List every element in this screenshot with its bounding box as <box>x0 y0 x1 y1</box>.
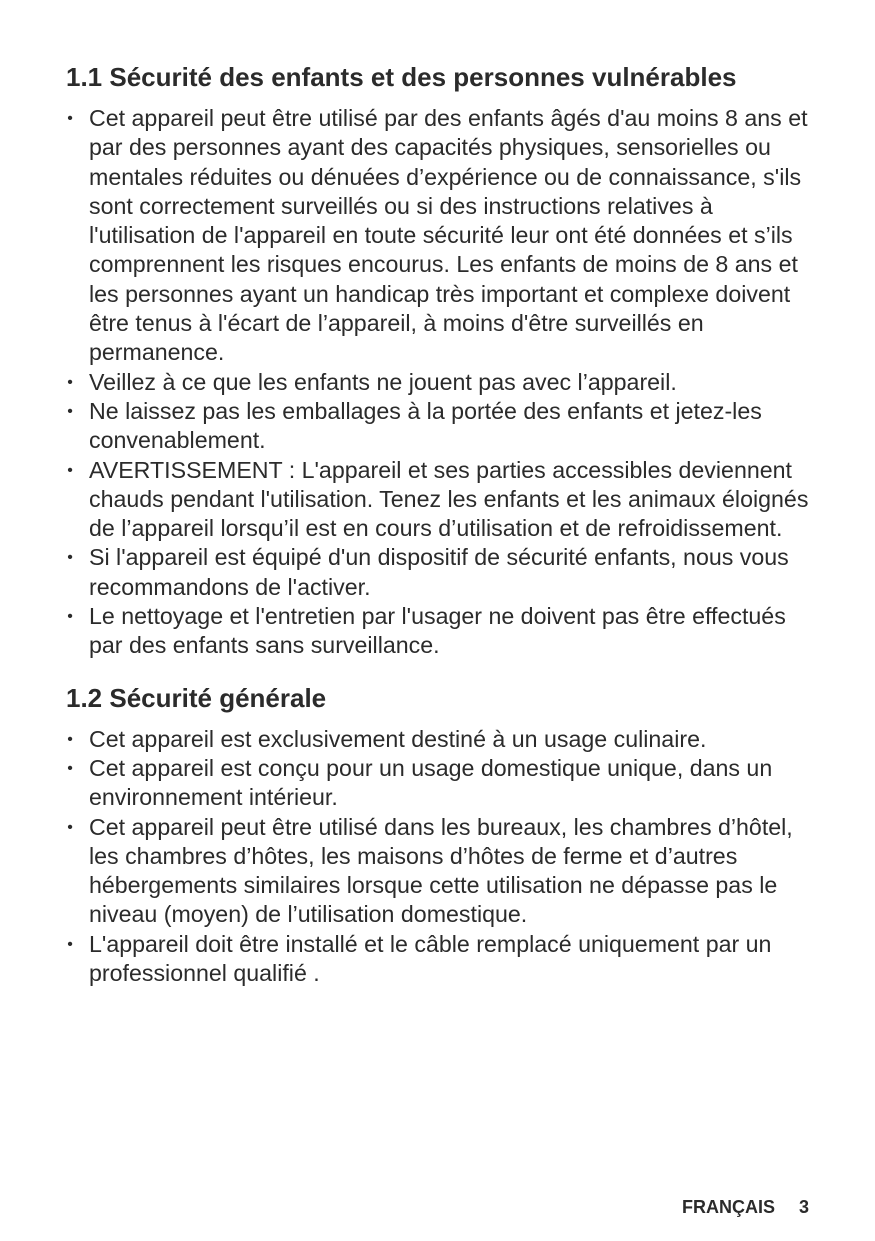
list-item-text: Cet appareil est conçu pour un usage domestique unique, dans un environnement intérieur. <box>89 754 773 811</box>
list-item-text: Le nettoyage et l'entretien par l'usager ne doivent pas être effectués par des enfants sans surveillance. <box>89 603 786 659</box>
general-safety-list <box>66 725 811 989</box>
bullet-icon: • <box>67 935 73 953</box>
bullet-icon: • <box>67 110 73 127</box>
page-number: 3 <box>798 1197 809 1217</box>
bullet-icon: • <box>67 373 73 391</box>
list-item <box>66 456 811 544</box>
child-safety-list <box>66 104 811 661</box>
list-item-text: Si l'appareil est équipé d'un dispositif de sécurité enfants, nous vous recommandons de l'activer. <box>89 544 789 600</box>
section-title-general-safety: 1.2 Sécurité générale <box>66 682 327 713</box>
bullet-icon: • <box>67 461 73 479</box>
list-item-text: Veillez à ce que les enfants ne jouent pas avec l’appareil. <box>89 368 677 395</box>
list-item <box>66 368 811 397</box>
list-item <box>66 602 811 661</box>
list-item-text: Cet appareil peut être utilisé dans les bureaux, les chambres d’hôtel, les chambres d’hôtes, les maisons d’hôtes de ferme et d’autres hébergements similaires lorsque cette utilisation ne dépasse pas le niveau (moyen) de l’utilisation domestique. <box>89 813 793 928</box>
document-page <box>66 62 811 988</box>
footer-language: FRANÇAIS <box>681 1197 775 1217</box>
list-item-text: AVERTISSEMENT : L'appareil et ses parties accessibles deviennent chauds pendant l'utilisation. Tenez les enfants et les animaux éloignés de l’appareil lorsqu’il est en cours d’utilisation et de refroidissement. <box>89 456 809 542</box>
bullet-icon: • <box>67 818 73 836</box>
bullet-icon: • <box>67 402 73 420</box>
bullet-icon: • <box>67 549 73 567</box>
section-title-child-safety: 1.1 Sécurité des enfants et des personnes vulnérables <box>66 62 737 92</box>
list-item <box>66 543 811 602</box>
list-item <box>66 930 811 989</box>
list-item-text: Ne laissez pas les emballages à la portée des enfants et jetez-les convenablement. <box>89 397 762 454</box>
list-item-text: L'appareil doit être installé et le câble remplacé uniquement par un professionnel qualifié . <box>89 930 772 987</box>
list-item-text: Cet appareil peut être utilisé par des enfants âgés d'au moins 8 ans et par des personnes ayant des capacités physiques, sensorielles ou mentales réduites ou dénuées d’expérience ou de connaissance, s'ils sont correctement surveillés ou si des instructions relatives à l'utilisation de l'appareil en toute sécurité leur ont été données et s’ils comprennent les risques encourus. Les enfants de moins de 8 ans et les personnes ayant un handicap très important et complexe doivent être tenus à l'écart de l’appareil, à moins d'être surveillés en permanence. <box>89 105 808 366</box>
bullet-icon: • <box>67 608 73 626</box>
bullet-icon: • <box>67 759 73 777</box>
list-item <box>66 725 811 754</box>
list-item <box>66 813 811 930</box>
page-footer <box>682 1196 809 1218</box>
list-item <box>66 754 811 813</box>
bullet-icon: • <box>67 730 73 748</box>
list-item <box>66 397 811 456</box>
list-item <box>66 104 811 368</box>
list-item-text: Cet appareil est exclusivement destiné à un usage culinaire. <box>89 725 707 752</box>
